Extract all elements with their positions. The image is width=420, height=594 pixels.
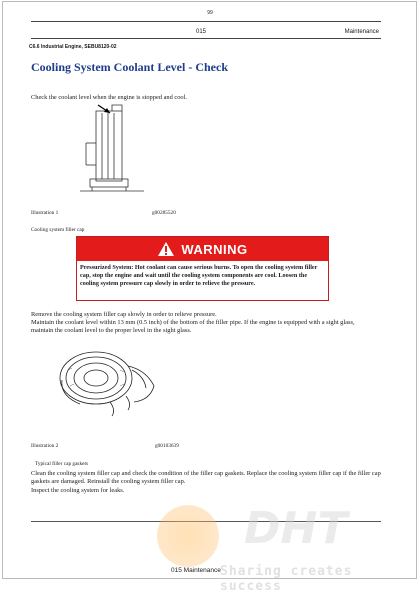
illustration1-label: Illustration 1 bbox=[31, 210, 59, 216]
warning-text: Pressurized System: Hot coolant can cause serious burns. To open the cooling system filler cap, stop the engine and wait until the cooling system components are cool. Loosen the cooling system pressure cap slowly in order to relieve the pressure. bbox=[80, 264, 318, 288]
warning-header bbox=[77, 237, 328, 261]
warning-triangle-icon bbox=[157, 241, 175, 257]
filler-cap-gaskets-illustration bbox=[50, 340, 160, 420]
watermark-logo-text: DHT bbox=[244, 503, 348, 554]
warning-box bbox=[76, 236, 329, 301]
illustration2-label: Illustration 2 bbox=[31, 443, 59, 449]
step-maintain-level: Maintain the coolant level within 13 mm (0.5 inch) of the bottom of the filler pipe. If the engine is equipped with a sight glass, maintain the coolant level to the proper level in the sight glass. bbox=[31, 319, 355, 334]
illustration2-code: g00103639 bbox=[155, 443, 179, 449]
illustration2-caption: Typical filler cap gaskets bbox=[35, 461, 89, 467]
section-code: 015 bbox=[196, 29, 207, 35]
step-clean-cap: Clean the cooling system filler cap and check the condition of the filler cap gaskets. Replace the cooling system filler cap if the filler cap gaskets are damaged. Reinstall the cooling system filler cap. bbox=[31, 470, 381, 485]
warning-heading: WARNING bbox=[181, 241, 248, 257]
illustration1-caption: Cooling system filler cap bbox=[31, 227, 85, 233]
document-id: C6.6 Industrial Engine, SEBU8120-02 bbox=[29, 44, 117, 50]
footer-text: 015 Maintenance bbox=[171, 567, 221, 574]
step-remove-cap: Remove the cooling system filler cap slowly in order to relieve pressure. bbox=[31, 311, 217, 318]
page-number-top: 99 bbox=[207, 10, 213, 16]
watermark-logo-circle bbox=[157, 505, 219, 567]
header-rule-bottom bbox=[31, 38, 381, 39]
illustration1-code: g00285520 bbox=[152, 210, 176, 216]
filler-cap-illustration bbox=[78, 103, 148, 193]
intro-text: Check the coolant level when the engine is stopped and cool. bbox=[31, 94, 187, 101]
step-inspect-leaks: Inspect the cooling system for leaks. bbox=[31, 487, 125, 494]
section-name: Maintenance bbox=[344, 29, 379, 35]
watermark-slogan: Sharing creates success bbox=[220, 564, 353, 594]
header-rule-top bbox=[31, 21, 381, 22]
page-title: Cooling System Coolant Level - Check bbox=[31, 60, 228, 74]
